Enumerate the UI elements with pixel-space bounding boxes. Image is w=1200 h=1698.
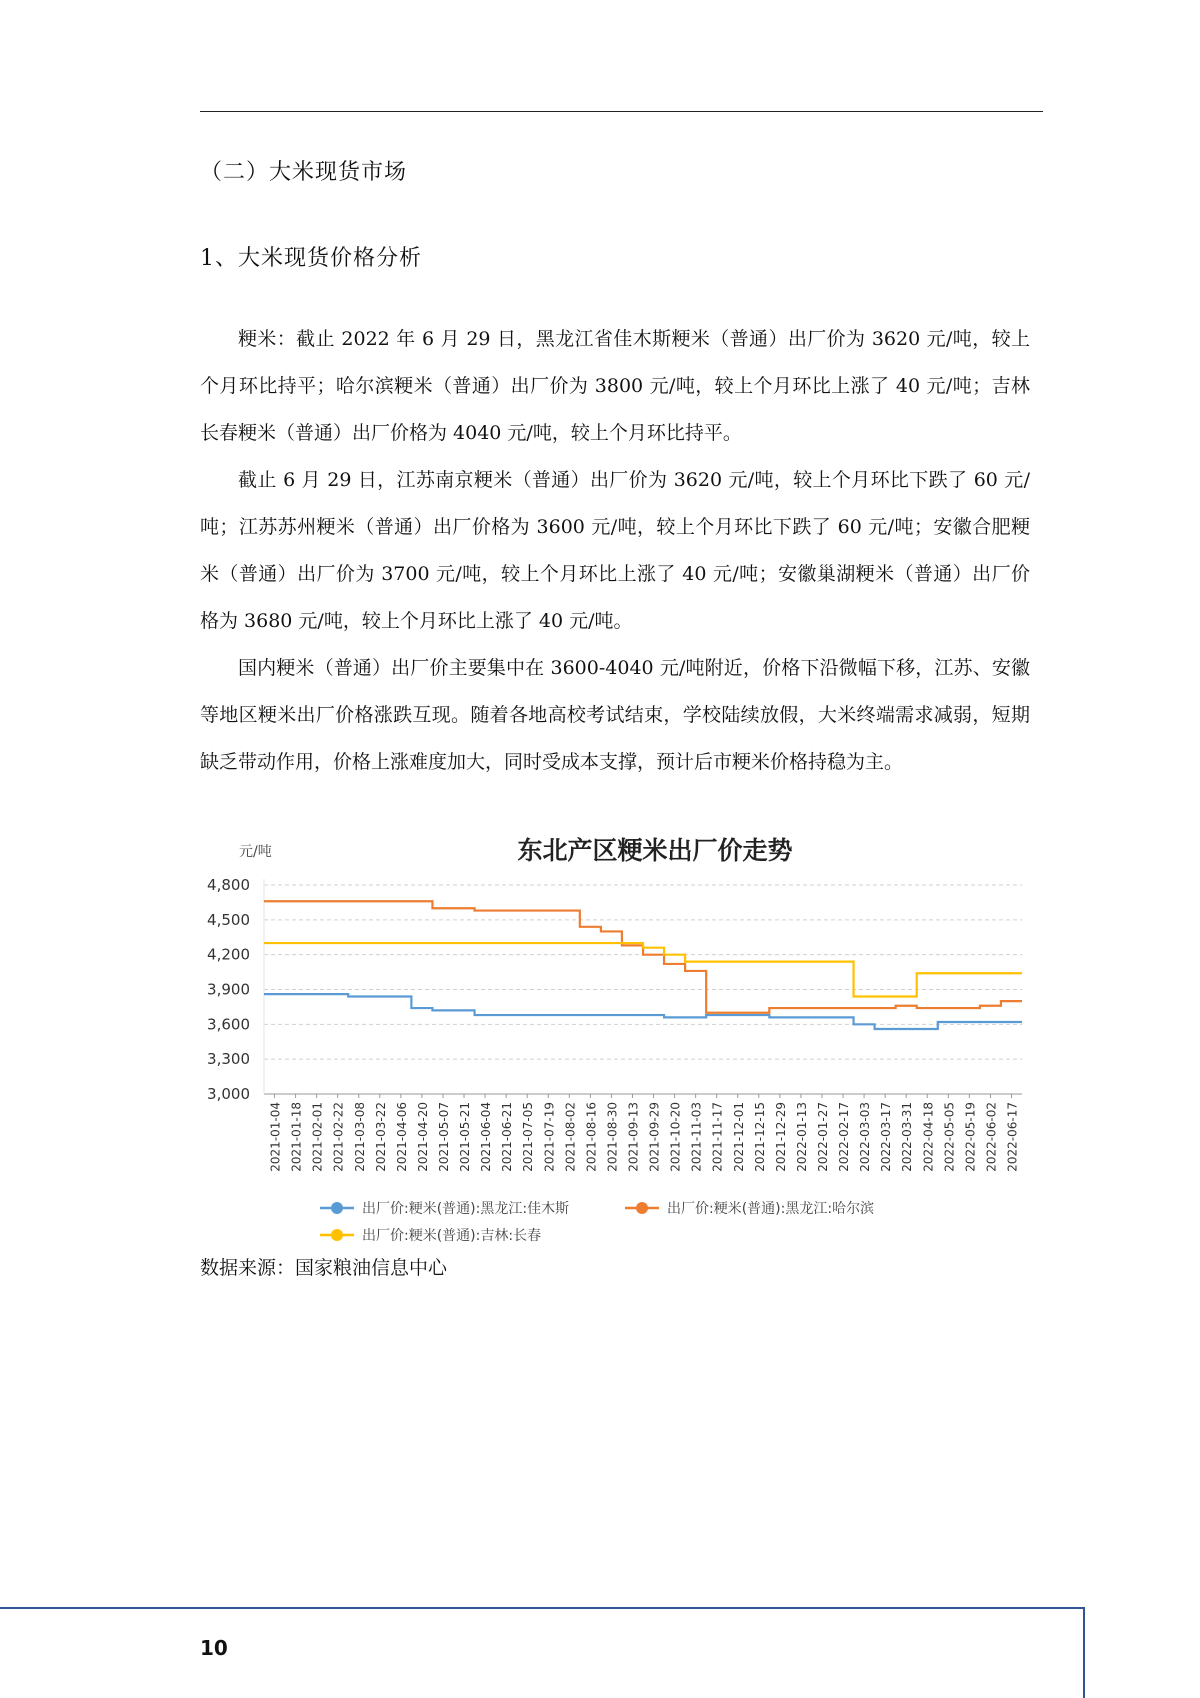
header-rule — [200, 111, 1043, 112]
x-tick-label: 2021-08-02 — [563, 1102, 578, 1172]
y-axis-unit: 元/吨 — [239, 844, 272, 860]
legend-marker — [636, 1202, 648, 1214]
x-tick-label: 2021-12-15 — [752, 1102, 767, 1172]
x-tick-label: 2022-02-17 — [837, 1102, 852, 1172]
legend-label: 出厂价:粳米(普通):黑龙江:哈尔滨 — [667, 1201, 875, 1217]
paragraph-3: 国内粳米（普通）出厂价主要集中在 3600-4040 元/吨附近，价格下沿微幅下移，江苏、安徽等地区粳米出厂价格涨跌互现。随着各地高校考试结束，学校陆续放假，大米终端需求减弱，短期缺乏带动作用，价格上涨难度加大，同时受成本支撑，预计后市粳米价格持稳为主。 — [200, 657, 1030, 773]
x-tick-label: 2021-02-01 — [310, 1102, 325, 1172]
x-tick-label: 2022-01-13 — [794, 1102, 809, 1172]
x-tick-label: 2021-04-06 — [394, 1102, 409, 1172]
legend-label: 出厂价:粳米(普通):黑龙江:佳木斯 — [362, 1201, 570, 1217]
x-tick-label: 2021-12-29 — [773, 1102, 788, 1172]
subsection-heading: 1、大米现货价格分析 — [200, 246, 422, 271]
data-source-note: 数据来源：国家粮油信息中心 — [200, 1257, 448, 1279]
x-tick-label: 2022-05-19 — [963, 1102, 978, 1172]
legend-label: 出厂价:粳米(普通):吉林:长春 — [362, 1228, 542, 1244]
x-tick-label: 2021-07-05 — [521, 1102, 536, 1172]
y-tick-label: 3,900 — [207, 980, 250, 999]
paragraph-1: 粳米：截止 2022 年 6 月 29 日，黑龙江省佳木斯粳米（普通）出厂价为 3620 元/吨，较上个月环比持平；哈尔滨粳米（普通）出厂价为 3800 元/吨，较上个月环比上涨了 40 元/吨；吉林长春粳米（普通）出厂价格为 4040 元/吨，较上个月环比持平。 — [200, 328, 1030, 444]
y-tick-label: 3,300 — [207, 1050, 250, 1069]
x-tick-label: 2022-03-31 — [900, 1102, 915, 1172]
x-tick-label: 2021-05-07 — [436, 1102, 451, 1172]
x-tick-label: 2022-01-27 — [815, 1102, 830, 1172]
x-tick-label: 2021-03-08 — [352, 1102, 367, 1172]
series-line-1 — [264, 994, 1022, 1029]
x-tick-label: 2021-10-20 — [668, 1102, 683, 1172]
x-tick-label: 2021-06-04 — [479, 1102, 494, 1172]
y-tick-label: 4,200 — [207, 945, 250, 964]
x-tick-label: 2021-09-13 — [626, 1102, 641, 1172]
x-tick-label: 2021-03-22 — [373, 1102, 388, 1172]
body-text — [200, 316, 1030, 786]
x-tick-label: 2021-07-19 — [542, 1102, 557, 1172]
legend-marker — [331, 1229, 343, 1241]
x-tick-label: 2021-11-03 — [689, 1102, 704, 1172]
chart-title: 东北产区粳米出厂价走势 — [517, 836, 793, 865]
x-tick-label: 2021-04-20 — [415, 1102, 430, 1172]
x-tick-label: 2021-09-29 — [647, 1102, 662, 1172]
x-tick-label: 2021-08-30 — [605, 1102, 620, 1172]
y-tick-label: 4,500 — [207, 910, 250, 929]
page-number: 10 — [200, 1636, 228, 1660]
y-tick-label: 3,000 — [207, 1085, 250, 1103]
x-tick-label: 2021-01-04 — [268, 1102, 283, 1172]
x-tick-label: 2021-11-17 — [710, 1102, 725, 1172]
section-heading: （二）大米现货市场 — [200, 160, 408, 185]
x-tick-label: 2022-06-17 — [1005, 1102, 1020, 1172]
y-tick-label: 4,800 — [207, 876, 250, 894]
footer-rule — [0, 1607, 1085, 1609]
legend-marker — [331, 1202, 343, 1214]
footer-side-rule — [1083, 1607, 1085, 1698]
x-tick-label: 2022-03-03 — [858, 1102, 873, 1172]
x-tick-label: 2021-08-16 — [584, 1102, 599, 1172]
x-tick-label: 2021-02-22 — [331, 1102, 346, 1172]
price-trend-chart — [200, 826, 1040, 1244]
x-tick-label: 2022-05-05 — [942, 1102, 957, 1172]
x-tick-label: 2021-05-21 — [458, 1102, 473, 1172]
x-tick-label: 2021-12-01 — [731, 1102, 746, 1172]
x-tick-label: 2022-06-02 — [984, 1102, 999, 1172]
y-tick-label: 3,600 — [207, 1015, 250, 1034]
x-tick-label: 2021-06-21 — [500, 1102, 515, 1172]
x-tick-label: 2021-01-18 — [289, 1102, 304, 1172]
paragraph-2: 截止 6 月 29 日，江苏南京粳米（普通）出厂价为 3620 元/吨，较上个月环比下跌了 60 元/吨；江苏苏州粳米（普通）出厂价格为 3600 元/吨，较上个月环比下跌了 60 元/吨；安徽合肥粳米（普通）出厂价为 3700 元/吨，较上个月环比上涨了 40 元/吨；安徽巢湖粳米（普通）出厂价格为 3680 元/吨，较上个月环比上涨了 40 元/吨。 — [200, 469, 1030, 632]
x-tick-label: 2022-03-17 — [879, 1102, 894, 1172]
x-tick-label: 2022-04-18 — [921, 1102, 936, 1172]
